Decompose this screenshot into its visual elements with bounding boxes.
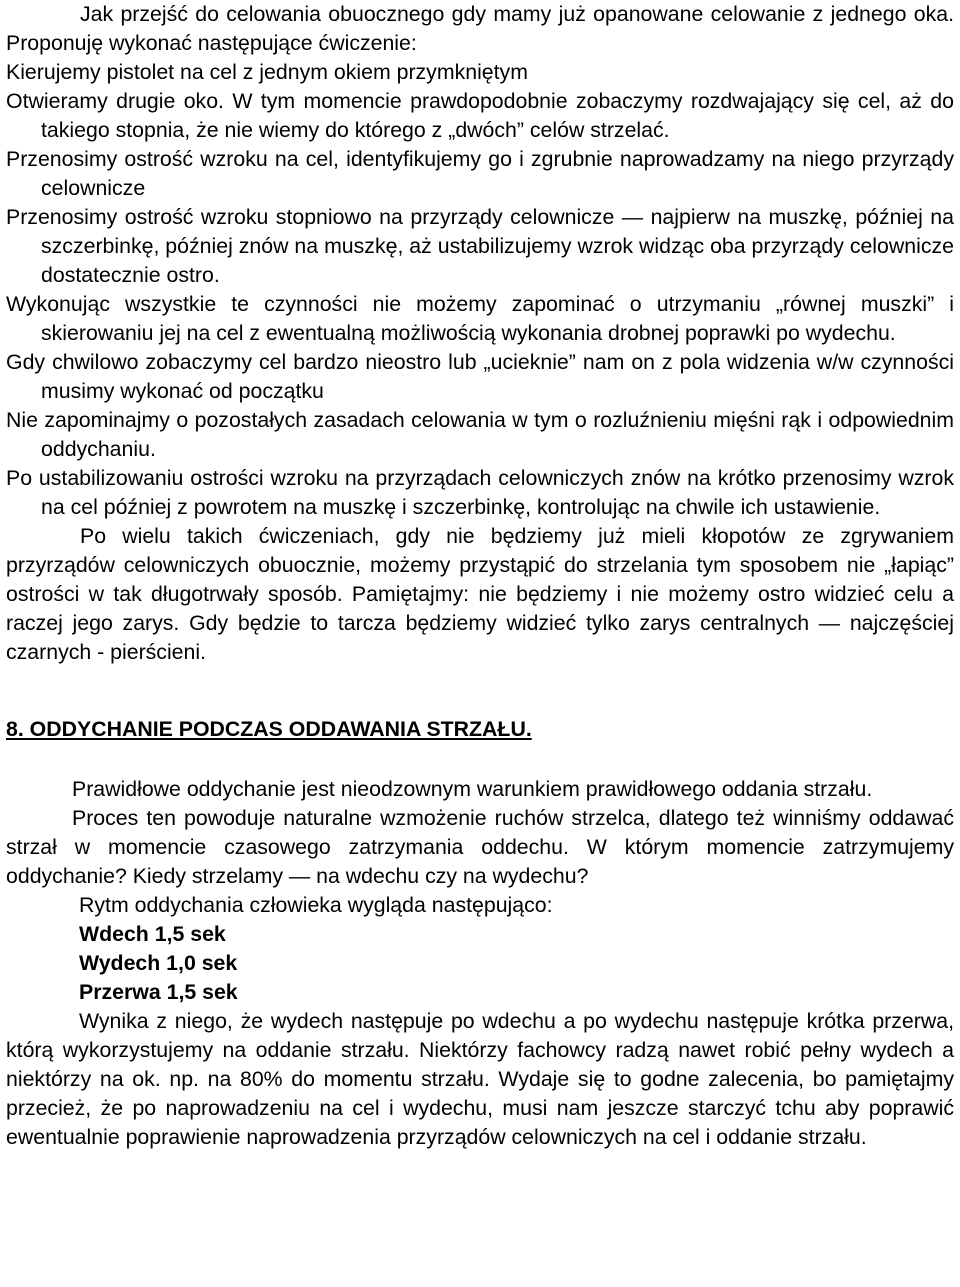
step-focus-sights: Przenosimy ostrość wzroku stopniowo na przyrządy celownicze — najpierw na muszkę, później na szczerbinkę, później znów na muszkę, aż ustabilizujemy wzrok widząc oba przyrządy celownicze dostatecznie ostro. [6,205,954,287]
breathing-paragraph-2: Proces ten powoduje naturalne wzmożenie ruchów strzelca, dlatego też winniśmy oddawać strzał w momencie czasowego zatrzymania oddechu. W którym momencie zatrzymujemy oddychanie? Kiedy strzelamy — na wdechu czy na wydechu? [6,806,954,888]
closing-paragraph: Wynika z niego, że wydech następuje po wdechu a po wydechu następuje krótka przerwa, którą wykorzystujemy na oddanie strzału. Niektórzy fachowcy radzą nawet robić pełny wydech a niektórzy na ok. np. na 80% do momentu strzału. Wydaje się to godne zalecenia, bo pamiętajmy przecież, że po naprowadzeniu na cel i wydechu, musi nam jeszcze starczyć tchu aby poprawić ewentualnie poprawienie naprowadzenia przyrządów celowniczych na cel i oddanie strzału. [6,1009,954,1149]
step-restart: Gdy chwilowo zobaczymy cel bardzo nieostro lub „ucieknie” nam on z pola widzenia w/w czynności musimy wykonać od początku [6,350,954,403]
rhythm-item-exhale: Wydech 1,0 sek [79,951,238,975]
step-keep-sight-picture: Wykonując wszystkie te czynności nie możemy zapominać o utrzymaniu „równej muszki” i skierowaniu jej na cel z ewentualną możliwością wykonania drobnej poprawki po wydechu. [6,292,954,345]
rhythm-item-pause: Przerwa 1,5 sek [79,980,238,1004]
step-focus-target: Przenosimy ostrość wzroku na cel, identyfikujemy go i zgrubnie naprowadzamy na niego przyrządy celownicze [6,147,954,200]
section-heading: 8. ODDYCHANIE PODCZAS ODDAWANIA STRZAŁU. [6,717,532,741]
step-check-sights: Po ustabilizowaniu ostrości wzroku na przyrządach celowniczych znów na krótko przenosimy wzrok na cel później z powrotem na muszkę i szczerbinkę, kontrolując na chwile ich ustawienie. [6,466,954,519]
intro-paragraph: Jak przejść do celowania obuocznego gdy mamy już opanowane celowanie z jednego oka. Proponuję wykonać następujące ćwiczenie: [6,2,954,55]
rhythm-item-inhale: Wdech 1,5 sek [79,922,226,946]
rhythm-intro: Rytm oddychania człowieka wygląda następująco: [79,893,553,917]
breathing-paragraph-1: Prawidłowe oddychanie jest nieodzownym warunkiem prawidłowego oddania strzału. [72,777,873,801]
step-remember-rules: Nie zapominajmy o pozostałych zasadach celowania w tym o rozluźnieniu mięśni rąk i odpowiednim oddychaniu. [6,408,954,461]
step-open-second-eye: Otwieramy drugie oko. W tym momencie prawdopodobnie zobaczymy rozdwajający się cel, aż do takiego stopnia, że nie wiemy do którego z „dwóch” celów strzelać. [6,89,954,142]
step-aim-one-eye: Kierujemy pistolet na cel z jednym okiem przymkniętym [6,60,528,84]
practice-paragraph: Po wielu takich ćwiczeniach, gdy nie będziemy już mieli kłopotów ze zgrywaniem przyrządów celowniczych obuocznie, możemy przystąpić do strzelania tym sposobem nie „łapiąc” ostrości w tak długotrwały sposób. Pamiętajmy: nie będziemy i nie możemy ostro widzieć celu a raczej jego zarys. Gdy będzie to tarcza będziemy widzieć tylko zarys centralnych — najczęściej czarnych - pierścieni. [6,524,954,664]
